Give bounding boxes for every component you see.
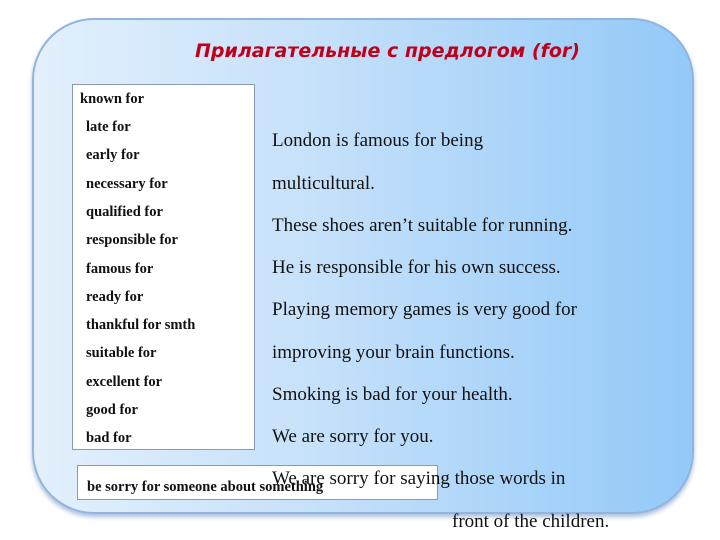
example-line: Smoking is bad for your health. bbox=[272, 384, 513, 405]
list-item: thankful for smth bbox=[86, 317, 196, 333]
example-line: Playing memory games is very good for bbox=[272, 299, 578, 320]
list-item: excellent for bbox=[86, 374, 163, 390]
list-item: known for bbox=[80, 91, 145, 107]
list-item: bad for bbox=[86, 430, 132, 446]
example-line: These shoes aren’t suitable for running. bbox=[272, 215, 573, 236]
phrase-box: be sorry for someone about something bbox=[77, 465, 438, 500]
example-line: front of the children. bbox=[452, 511, 610, 532]
list-item: necessary for bbox=[86, 176, 168, 192]
example-line: He is responsible for his own success. bbox=[272, 257, 561, 278]
list-item: ready for bbox=[86, 289, 144, 305]
list-item: qualified for bbox=[86, 204, 163, 220]
adjective-list bbox=[72, 84, 255, 450]
example-line: London is famous for being bbox=[272, 130, 484, 151]
example-line: multicultural. bbox=[272, 173, 375, 194]
example-line: We are sorry for you. bbox=[272, 426, 434, 447]
list-item: suitable for bbox=[86, 345, 157, 361]
list-item: responsible for bbox=[86, 232, 178, 248]
slide-title: Прилагательные с предлогом (for) bbox=[195, 40, 580, 62]
list-item: famous for bbox=[86, 261, 154, 277]
example-line: We are sorry for saying those words in bbox=[272, 468, 566, 489]
list-item: good for bbox=[86, 402, 138, 418]
example-line: improving your brain functions. bbox=[272, 342, 515, 363]
list-item: late for bbox=[86, 119, 131, 135]
list-item: early for bbox=[86, 147, 140, 163]
